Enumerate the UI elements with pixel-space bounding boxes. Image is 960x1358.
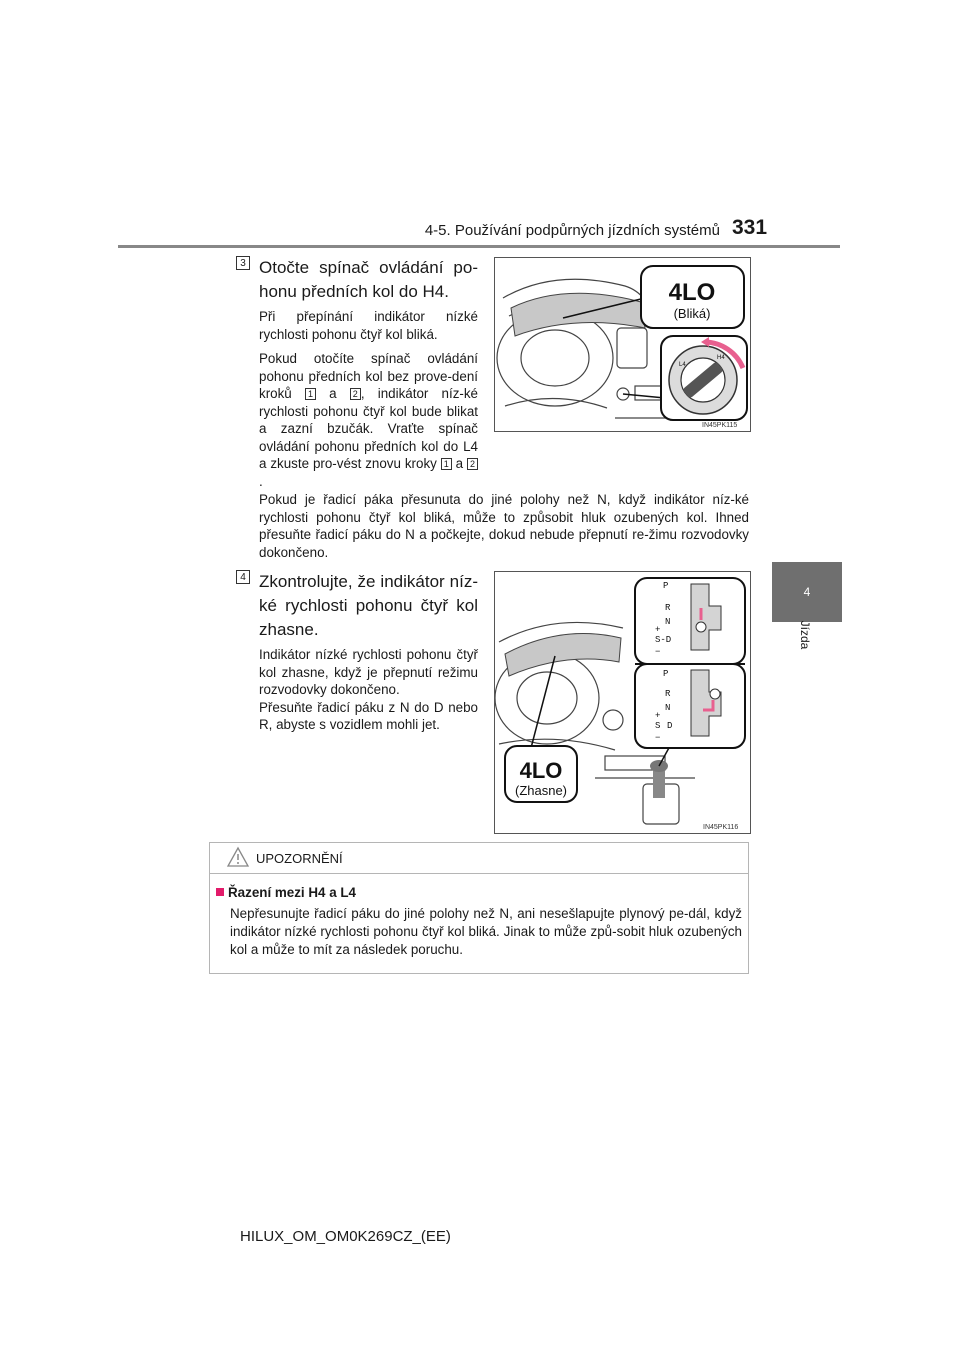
chapter-name: Jízda — [798, 620, 812, 650]
dial-label-l4: L4 — [679, 362, 686, 368]
step-ref-box: 2 — [467, 458, 478, 470]
step-number-3: 3 — [236, 256, 250, 270]
page-number: 331 — [732, 216, 768, 239]
gate-bottom-s: S — [655, 721, 661, 731]
gate-bottom-d: D — [667, 721, 673, 731]
gate-top-n: N — [665, 617, 671, 627]
gate-bottom-r: R — [665, 689, 671, 699]
figure-1-callout-sub: (Bliká) — [673, 306, 711, 321]
step-4-para-2: Přesuňte řadicí páku z N do D nebo R, abyste s vozidlem mohli jet. — [259, 699, 478, 732]
warning-box — [209, 842, 749, 974]
chapter-number: 4 — [803, 585, 811, 599]
gate-bottom-n: N — [665, 703, 671, 713]
figure-1-code: IN45PK115 — [702, 422, 738, 429]
warning-triangle-icon — [226, 846, 250, 868]
step-4-title: Zkontrolujte, že indikátor níz-ké rychlosti pohonu čtyř kol zhasne. — [259, 572, 478, 639]
figure-2-code: IN45PK116 — [703, 824, 739, 831]
step-number-4: 4 — [236, 570, 250, 584]
gate-top-minus: − — [655, 647, 661, 657]
step-3-title: Otočte spínač ovládání po-honu předních kol do H4. — [259, 258, 478, 301]
doc-code: HILUX_OM_OM0K269CZ_(EE) — [240, 1228, 451, 1245]
gate-bottom-p: P — [663, 669, 669, 679]
figure-1-callout-main: 4LO — [668, 279, 716, 306]
figure-4wd-switch — [494, 257, 751, 432]
figure-shift-lever — [494, 571, 751, 834]
step-3-body — [259, 308, 478, 497]
step-ref-box: 1 — [441, 458, 452, 470]
warning-header — [210, 843, 748, 874]
bullet-square-icon — [216, 888, 224, 896]
gate-top-r: R — [665, 603, 671, 613]
step-4-para-1: Indikátor nízké rychlosti pohonu čtyř kol zhasne, když je přepnutí režimu rozvodovky dokončeno. — [259, 647, 478, 697]
warning-text: Nepřesunujte řadicí páku do jiné polohy než N, ani nesešlapujte plynový pe-dál, když indikátor nízké rychlosti pohonu čtyř kol bliká. Jinak to může způ-sobit hluk ozubených kol a může to mít za následek poruchu. — [230, 906, 742, 957]
dial-label-h4: H4 — [717, 355, 725, 361]
chapter-tab — [772, 562, 842, 622]
gate-top-p: P — [663, 581, 669, 591]
step-3-para-3: Pokud je řadicí páka přesunuta do jiné polohy než N, když indikátor níz-ké rychlosti pohonu čtyř kol bliká, může to způsobit hluk ozubených kol. Ihned přesuňte řadicí páku do N a počkejte, dokud nebude přepnutí re-žimu rozvodovky dokončeno. — [259, 492, 749, 560]
figure-2-callout-main: 4LO — [519, 758, 563, 783]
step-ref-box: 2 — [350, 388, 361, 400]
warning-title: UPOZORNĚNÍ — [256, 851, 343, 866]
header-rule — [118, 245, 840, 248]
step-3-para-2: Pokud otočíte spínač ovládání pohonu předních kol bez prove-dení kroků 1 a 2 , indikátor níz-ké rychlosti pohonu čtyř kol bude blikat a zazní bzučák. Vraťte spínač ovládání pohonu předních kol do L4 a zkuste pro-vést znovu kroky 1 a 2. — [259, 351, 479, 489]
gate-top-plus: + — [655, 625, 661, 635]
gate-bottom-plus: + — [655, 711, 661, 721]
step-4-body — [259, 646, 478, 741]
gate-top-sd: S-D — [655, 635, 672, 645]
step-ref-box: 1 — [305, 388, 316, 400]
warning-subtitle: Řazení mezi H4 a L4 — [216, 885, 356, 900]
figure-2-callout-sub: (Zhasne) — [514, 783, 568, 798]
section-title: 4-5. Používání podpůrných jízdních systémů — [424, 222, 720, 239]
step-3-para-1: Při přepínání indikátor nízké rychlosti pohonu čtyř kol bliká. — [259, 309, 478, 342]
gate-bottom-minus: − — [655, 733, 661, 743]
